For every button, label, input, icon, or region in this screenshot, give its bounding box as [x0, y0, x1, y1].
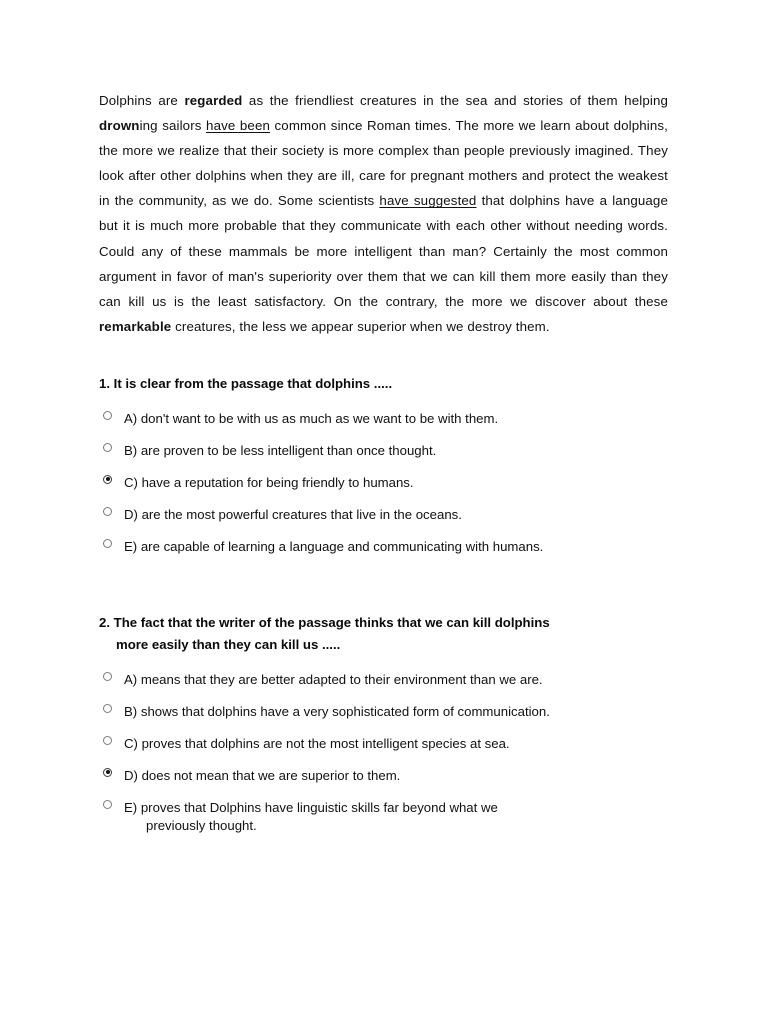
answer-option-e[interactable]: [99, 799, 668, 835]
question-block: [99, 373, 668, 556]
radio-button[interactable]: [103, 736, 112, 745]
answer-option-label: B) shows that dolphins have a very sophisticated form of communication.: [124, 703, 550, 719]
answer-option-label: D) are the most powerful creatures that live in the oceans.: [124, 506, 462, 522]
answer-option-d[interactable]: [99, 506, 668, 524]
passage-text-run: ing sailors: [139, 118, 207, 134]
answer-option-c[interactable]: [99, 474, 668, 492]
radio-button-selected[interactable]: [103, 768, 112, 777]
passage-underlined-term: have been: [206, 118, 271, 134]
answer-option-b[interactable]: [99, 442, 668, 460]
answer-option-label: C) proves that dolphins are not the most intelligent species at sea.: [124, 735, 510, 751]
passage-text-run: creatures, the less we appear superior when we destroy them.: [171, 318, 550, 334]
answer-options: [99, 671, 668, 835]
answer-option-label: E) proves that Dolphins have linguistic skills far beyond what we previously thought.: [124, 799, 668, 835]
radio-button[interactable]: [103, 443, 112, 452]
passage-text-run: common since Roman times. The more we learn about dolphins, the more we realize that their society is more complex than people previously imagined. They look after other dolphins when they are ill, care for pregnant mothers and protect the weakest in the community, as we do. Some scientists: [99, 118, 669, 209]
reading-passage: [99, 88, 668, 339]
radio-button[interactable]: [103, 411, 112, 420]
question-heading-line1: 2. The fact that the writer of the passage thinks that we can kill dolphins: [99, 614, 550, 630]
answer-option-a[interactable]: [99, 671, 668, 689]
radio-button[interactable]: [103, 507, 112, 516]
radio-button-selected[interactable]: [103, 475, 112, 484]
passage-text-run: that dolphins have a language but it is much more probable that they communicate with each other without needing words. Could any of these mammals be more intelligent than man? Certainly the most common argument in favor of man's superiority over them that we can kill them more easily than they can kill us is the least satisfactory. On the contrary, the more we discover about these: [99, 193, 668, 309]
document-content: [99, 88, 668, 835]
answer-option-label: A) don't want to be with us as much as we want to be with them.: [124, 410, 499, 426]
passage-text-run: Dolphins are: [99, 93, 185, 108]
question-heading-line2: more easily than they can kill us .....: [116, 636, 341, 652]
passage-bold-term: remarkable: [99, 318, 172, 334]
answer-option-label: E) are capable of learning a language and communicating with humans.: [124, 538, 544, 554]
answer-option-b[interactable]: [99, 703, 668, 721]
answer-option-label: A) means that they are better adapted to their environment than we are.: [124, 671, 543, 687]
radio-button[interactable]: [103, 539, 112, 548]
answer-option-continuation: previously thought.: [146, 817, 257, 833]
answer-options: [99, 410, 668, 556]
questions-container: [99, 373, 668, 835]
answer-option-label: D) does not mean that we are superior to them.: [124, 767, 401, 783]
answer-option-label: C) have a reputation for being friendly to humans.: [124, 474, 414, 490]
question-heading-line1: 1. It is clear from the passage that dolphins .....: [99, 375, 393, 391]
question-block: [99, 612, 668, 835]
passage-bold-term: regarded: [184, 93, 243, 108]
answer-option-a[interactable]: [99, 410, 668, 428]
question-heading: [99, 612, 668, 656]
answer-option-e[interactable]: [99, 538, 668, 556]
radio-button[interactable]: [103, 800, 112, 809]
passage-underlined-term: have suggested: [379, 193, 477, 209]
answer-option-c[interactable]: [99, 735, 668, 753]
answer-option-d[interactable]: [99, 767, 668, 785]
radio-button[interactable]: [103, 704, 112, 713]
passage-bold-term: drown: [99, 118, 140, 134]
answer-option-label: B) are proven to be less intelligent than once thought.: [124, 442, 437, 458]
passage-text-run: as the friendliest creatures in the sea and stories of them helping: [242, 93, 668, 108]
question-heading: [99, 373, 668, 395]
radio-button[interactable]: [103, 672, 112, 681]
